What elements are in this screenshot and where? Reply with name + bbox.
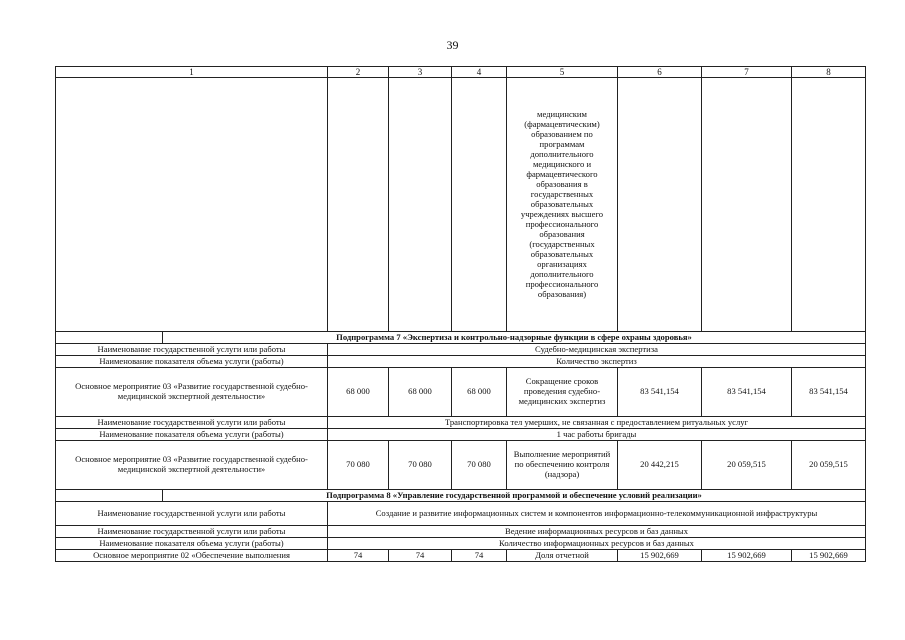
page-number: 39 xyxy=(446,38,459,52)
sp7-service-a-label: Наименование государственной услуги или работы xyxy=(56,344,328,356)
sp7-service-b-label: Наименование государственной услуги или работы xyxy=(56,417,328,429)
column-number-row xyxy=(56,67,866,78)
col-header-6: 6 xyxy=(618,67,702,78)
sp7-event-a-col6: 83 541,154 xyxy=(618,368,702,417)
sp8-event-col7: 15 902,669 xyxy=(702,550,792,562)
continuation-cell-2 xyxy=(328,78,389,332)
continuation-cell-3 xyxy=(389,78,452,332)
sp7-event-b-col2: 70 080 xyxy=(328,441,389,490)
col-header-5: 5 xyxy=(507,67,618,78)
continuation-row xyxy=(56,78,866,332)
sp8-event-col6: 15 902,669 xyxy=(618,550,702,562)
continuation-cell-6 xyxy=(618,78,702,332)
sp7-service-a-row xyxy=(56,344,866,356)
subprogram-7-title: Подпрограмма 7 «Экспертиза и контрольно-надзорные функции в сфере охраны здоровья» xyxy=(163,332,866,344)
col-header-1: 1 xyxy=(56,67,328,78)
continuation-cell-8 xyxy=(792,78,866,332)
sp7-indicator-b-value: 1 час работы бригады xyxy=(328,429,866,441)
sp7-event-a-col5: Сокращение сроков проведения судебно-медицинских экспертиз xyxy=(507,368,618,417)
sp7-event-a-col2: 68 000 xyxy=(328,368,389,417)
sp7-event-b-col3: 70 080 xyxy=(389,441,452,490)
sp7-indicator-a-value: Количество экспертиз xyxy=(328,356,866,368)
sp7-service-b-value: Транспортировка тел умерших, не связанная с предоставлением ритуальных услуг xyxy=(328,417,866,429)
sp7-event-b-col7: 20 059,515 xyxy=(702,441,792,490)
sp8-event-col2: 74 xyxy=(328,550,389,562)
sp7-event-a-col8: 83 541,154 xyxy=(792,368,866,417)
sp8-event-row xyxy=(56,550,866,562)
col-header-8: 8 xyxy=(792,67,866,78)
sp7-event-a-col3: 68 000 xyxy=(389,368,452,417)
sp7-indicator-b-row xyxy=(56,429,866,441)
sp7-event-a-row xyxy=(56,368,866,417)
sp7-event-b-col4: 70 080 xyxy=(452,441,507,490)
sp7-event-b-col5: Выполнение мероприятий по обеспечению контроля (надзора) xyxy=(507,441,618,490)
sp8-event-col4: 74 xyxy=(452,550,507,562)
continuation-description: медицинским (фармацевтическим) образованием по программам дополнительного медицинского и фармацевтического образования в государственных образовательных учреждениях высшего профессионального образования (государственных образовательных организациях дополнительного профессионального образования) xyxy=(507,78,618,332)
sp7-indicator-b-label: Наименование показателя объема услуги (работы) xyxy=(56,429,328,441)
continuation-cell-4 xyxy=(452,78,507,332)
subprogram-7-blank xyxy=(56,332,163,344)
sp7-event-b-row xyxy=(56,441,866,490)
sp8-service-b-value: Ведение информационных ресурсов и баз данных xyxy=(328,526,866,538)
col-header-4: 4 xyxy=(452,67,507,78)
sp8-service-b-row xyxy=(56,526,866,538)
sp8-indicator-label: Наименование показателя объема услуги (работы) xyxy=(56,538,328,550)
subprogram-8-title: Подпрограмма 8 «Управление государственной программой и обеспечение условий реализации» xyxy=(163,490,866,502)
subprogram-8-row xyxy=(56,490,866,502)
sp8-event-col5: Доля отчетной xyxy=(507,550,618,562)
sp7-event-a-col4: 68 000 xyxy=(452,368,507,417)
sp7-indicator-a-label: Наименование показателя объема услуги (работы) xyxy=(56,356,328,368)
sp7-service-b-row xyxy=(56,417,866,429)
sp7-event-b-name: Основное мероприятие 03 «Развитие государственной судебно-медицинской экспертной деятельности» xyxy=(56,441,328,490)
col-header-3: 3 xyxy=(389,67,452,78)
sp7-service-a-value: Судебно-медицинская экспертиза xyxy=(328,344,866,356)
sp7-event-b-col8: 20 059,515 xyxy=(792,441,866,490)
sp8-service-a-label: Наименование государственной услуги или работы xyxy=(56,502,328,526)
sp7-event-a-name: Основное мероприятие 03 «Развитие государственной судебно-медицинской экспертной деятельности» xyxy=(56,368,328,417)
subprogram-7-row xyxy=(56,332,866,344)
sp8-event-name: Основное мероприятие 02 «Обеспечение выполнения xyxy=(56,550,328,562)
col-header-2: 2 xyxy=(328,67,389,78)
continuation-cell-7 xyxy=(702,78,792,332)
sp8-service-a-row xyxy=(56,502,866,526)
sp8-event-col3: 74 xyxy=(389,550,452,562)
subprogram-8-blank xyxy=(56,490,163,502)
continuation-cell-1 xyxy=(56,78,328,332)
sp7-indicator-a-row xyxy=(56,356,866,368)
sp7-event-b-col6: 20 442,215 xyxy=(618,441,702,490)
sp8-event-col8: 15 902,669 xyxy=(792,550,866,562)
sp8-indicator-value: Количество информационных ресурсов и баз данных xyxy=(328,538,866,550)
sp8-service-a-value: Создание и развитие информационных систем и компонентов информационно-телекоммуникационной инфраструктуры xyxy=(328,502,866,526)
sp8-service-b-label: Наименование государственной услуги или работы xyxy=(56,526,328,538)
col-header-7: 7 xyxy=(702,67,792,78)
services-table xyxy=(55,66,866,562)
sp8-indicator-row xyxy=(56,538,866,550)
sp7-event-a-col7: 83 541,154 xyxy=(702,368,792,417)
